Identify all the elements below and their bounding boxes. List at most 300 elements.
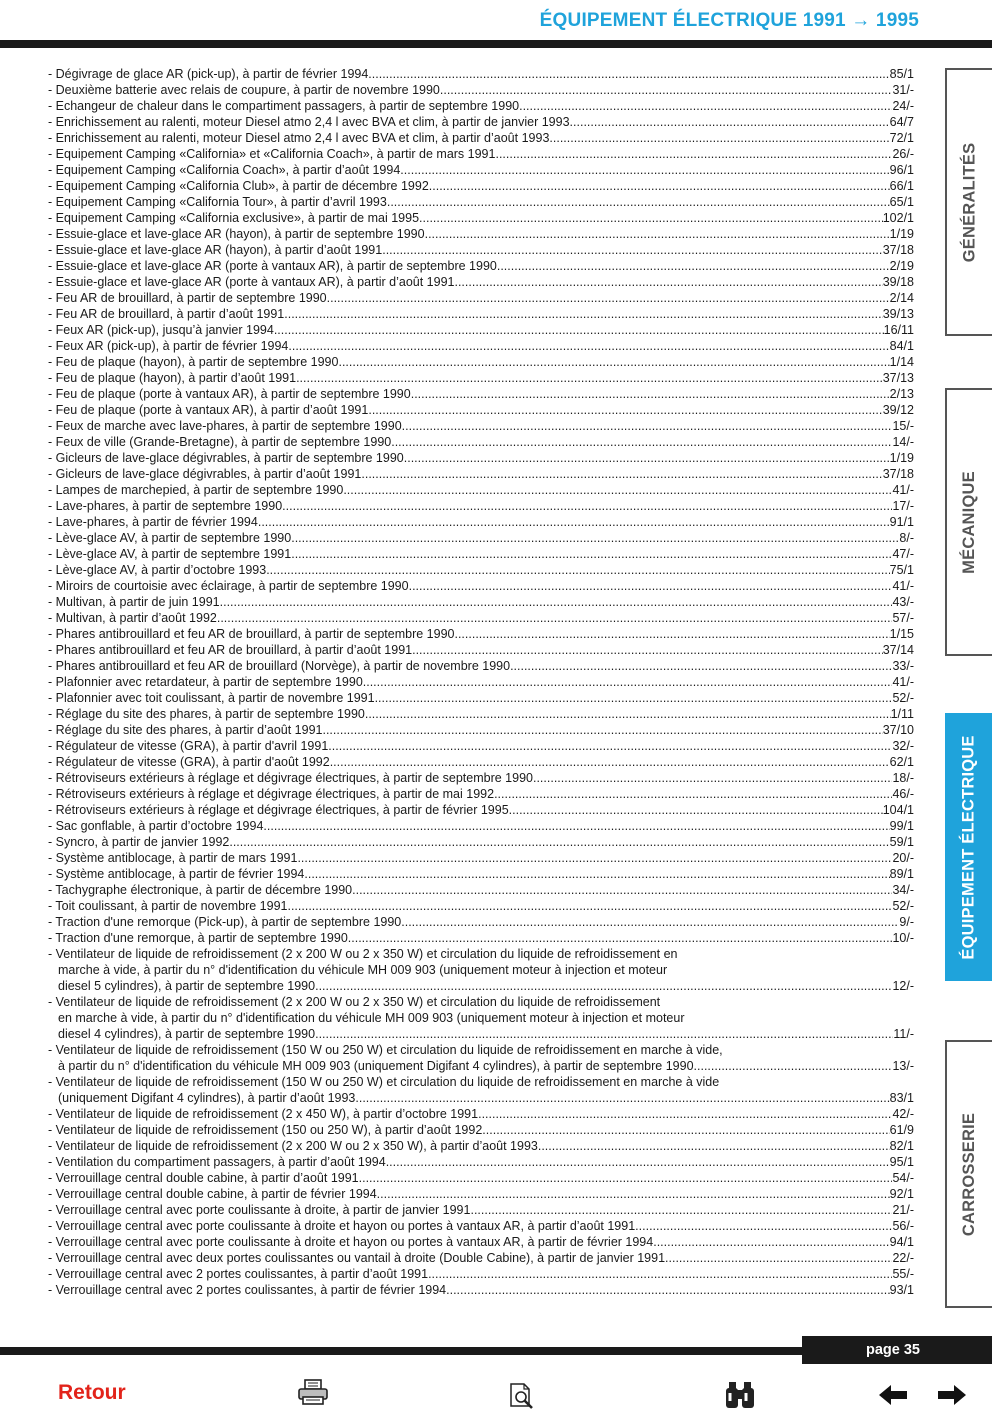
- dot-leader: [315, 1026, 893, 1042]
- index-entry[interactable]: [48, 1026, 914, 1042]
- index-entry[interactable]: [48, 210, 914, 226]
- index-entry[interactable]: [48, 66, 914, 82]
- entry-title: - Equipement Camping «California» et «California Coach», à partir de mars 1991: [48, 147, 496, 161]
- index-entry-multiline[interactable]: [48, 994, 914, 1042]
- zoom-icon[interactable]: [508, 1382, 536, 1410]
- printer-icon[interactable]: [297, 1378, 329, 1406]
- index-entry[interactable]: [48, 482, 914, 498]
- entry-title: - Phares antibrouillard et feu AR de brouillard, à partir de septembre 1990: [48, 627, 455, 641]
- dot-leader: [509, 802, 883, 818]
- entry-title: - Rétroviseurs extérieurs à réglage et dégivrage électriques, à partir de septembre 1990: [48, 771, 533, 785]
- entry-title-line: en marche à vide, à partir du n° d'identification du véhicule MH 009 903 (uniquement moteur à injection et moteur: [58, 1011, 685, 1025]
- dot-leader: [368, 402, 882, 418]
- entry-title: - Miroirs de courtoisie avec éclairage, à partir de septembre 1990: [48, 579, 409, 593]
- entry-title: - Traction d'une remorque (Pick-up), à partir de septembre 1990: [48, 915, 402, 929]
- index-entry[interactable]: [48, 498, 914, 514]
- page-reference: 43/-: [892, 595, 914, 609]
- arrow-left-icon[interactable]: [878, 1384, 908, 1406]
- page-reference: 17/-: [892, 499, 914, 513]
- tab-mecanique-label: MÉCANIQUE: [960, 470, 979, 574]
- entry-title: - Essuie-glace et lave-glace AR (hayon), à partir de septembre 1990: [48, 227, 425, 241]
- page-reference: 99/1: [889, 819, 914, 833]
- page-reference: 64/7: [889, 115, 914, 129]
- entry-title: (uniquement Digifant 4 cylindres), à partir d’août 1993: [58, 1091, 356, 1105]
- dot-leader: [284, 306, 882, 322]
- page-reference: 16/11: [883, 323, 914, 337]
- page-reference: 72/1: [889, 131, 914, 145]
- dot-leader: [296, 370, 883, 386]
- dot-leader: [401, 914, 899, 930]
- entry-title: - Réglage du site des phares, à partir d’août 1991: [48, 723, 323, 737]
- tab-equipement-electrique-label: ÉQUIPEMENT ÉLECTRIQUE: [960, 734, 978, 960]
- dot-leader: [497, 258, 890, 274]
- index-entry[interactable]: [48, 914, 914, 930]
- dot-leader: [343, 482, 892, 498]
- entry-title: - Lève-glace AV, à partir de septembre 1990: [48, 531, 292, 545]
- dot-leader: [348, 930, 893, 946]
- dot-leader: [429, 178, 890, 194]
- page-reference: 34/-: [892, 883, 914, 897]
- index-entry[interactable]: [48, 786, 914, 802]
- page-reference: 20/-: [892, 851, 914, 865]
- entry-title-line: - Ventilateur de liquide de refroidissement (2 x 200 W ou 2 x 350 W) et circulation du liquide de refroidissement en: [48, 947, 678, 961]
- page-reference: 1/14: [889, 355, 914, 369]
- entry-title-line: - Ventilateur de liquide de refroidissement (150 W ou 250 W) et circulation du liquide de refroidissement en marche à vide: [48, 1075, 720, 1089]
- page-reference: 104/1: [882, 803, 914, 817]
- tab-generalites-label: GÉNÉRALITÉS: [960, 142, 979, 262]
- entry-title: - Phares antibrouillard et feu AR de brouillard (Norvège), à partir de novembre 1990: [48, 659, 511, 673]
- index-entry[interactable]: [48, 722, 914, 738]
- page-reference: 9/-: [899, 915, 914, 929]
- top-divider-bar: [0, 40, 992, 48]
- index-entry[interactable]: [48, 258, 914, 274]
- page-reference: 82/1: [889, 1139, 914, 1153]
- dot-leader: [322, 722, 882, 738]
- index-entry[interactable]: [48, 738, 914, 754]
- entry-title: - Deuxième batterie avec relais de coupure, à partir de novembre 1990: [48, 83, 440, 97]
- entry-title: - Tachygraphe électronique, à partir de décembre 1990: [48, 883, 353, 897]
- page-reference: 11/-: [893, 1027, 914, 1041]
- page-reference: 37/18: [882, 467, 914, 481]
- dot-leader: [495, 146, 892, 162]
- dot-leader: [446, 1282, 890, 1298]
- index-entry[interactable]: [48, 322, 914, 338]
- page-reference: 93/1: [889, 1283, 914, 1297]
- page-reference: 1/15: [889, 627, 914, 641]
- entry-title: - Lave-phares, à partir de février 1994: [48, 515, 258, 529]
- index-entry[interactable]: [48, 1186, 914, 1202]
- index-entry[interactable]: [48, 578, 914, 594]
- entry-title: - Feu de plaque (hayon), à partir d’août 1991: [48, 371, 297, 385]
- dot-leader: [412, 642, 883, 658]
- dot-leader: [478, 1106, 892, 1122]
- page-reference: 12/-: [892, 979, 914, 993]
- entry-title-line: - Ventilateur de liquide de refroidissement (2 x 200 W ou 2 x 350 W) et circulation du liquide de refroidissement: [48, 995, 661, 1009]
- page-reference: 96/1: [889, 163, 914, 177]
- entry-title: - Feux de ville (Grande-Bretagne), à partir de septembre 1990: [48, 435, 392, 449]
- dot-leader: [328, 738, 892, 754]
- entry-title-line: marche à vide, à partir du n° d'identification du véhicule MH 009 903 (uniquement moteur à injection et moteur: [58, 963, 668, 977]
- page-reference: 61/9: [889, 1123, 914, 1137]
- entry-title: - Equipement Camping «California exclusive», à partir de mai 1995: [48, 211, 420, 225]
- retour-link[interactable]: Retour: [58, 1381, 126, 1404]
- index-entry[interactable]: [48, 626, 914, 642]
- page-reference: 95/1: [889, 1155, 914, 1169]
- page-reference: 18/-: [892, 771, 914, 785]
- index-entry[interactable]: [48, 1058, 914, 1074]
- dot-leader: [409, 578, 893, 594]
- page-reference: 41/-: [892, 675, 914, 689]
- page-reference: 83/1: [889, 1091, 914, 1105]
- dot-leader: [425, 226, 890, 242]
- index-entry[interactable]: [48, 882, 914, 898]
- entry-title: - Verrouillage central avec 2 portes coulissantes, à partir d’août 1991: [48, 1267, 429, 1281]
- page-reference: 8/-: [899, 531, 914, 545]
- page-reference: 41/-: [892, 579, 914, 593]
- entry-title: - Ventilateur de liquide de refroidissement (150 ou 250 W), à partir d’août 1992: [48, 1123, 483, 1137]
- index-entry[interactable]: [48, 978, 914, 994]
- dot-leader: [291, 546, 892, 562]
- dot-leader: [229, 834, 889, 850]
- dot-leader: [365, 706, 891, 722]
- page-reference: 37/10: [882, 723, 914, 737]
- tab-mecanique[interactable]: [945, 388, 992, 656]
- entry-title: - Feu de plaque (hayon), à partir de septembre 1990: [48, 355, 339, 369]
- entry-title: - Système antiblocage, à partir de mars 1991: [48, 851, 298, 865]
- entry-title: - Gicleurs de lave-glace dégivrables, à partir d’août 1991: [48, 467, 362, 481]
- page-reference: 2/14: [889, 291, 914, 305]
- dot-leader: [470, 1202, 892, 1218]
- page-reference: 2/19: [889, 259, 914, 273]
- index-entry[interactable]: [48, 194, 914, 210]
- entry-title: - Rétroviseurs extérieurs à réglage et dégivrage électriques, à partir de mai 1992: [48, 787, 495, 801]
- page-reference: 31/-: [892, 83, 914, 97]
- dot-leader: [266, 562, 889, 578]
- dot-leader: [338, 354, 889, 370]
- page-reference: 1/11: [890, 707, 914, 721]
- index-entry[interactable]: [48, 1170, 914, 1186]
- index-entry[interactable]: [48, 754, 914, 770]
- dot-leader: [288, 338, 889, 354]
- arrow-right-icon[interactable]: [937, 1384, 967, 1406]
- entry-title: - Verrouillage central double cabine, à partir de février 1994: [48, 1187, 377, 1201]
- entry-title: - Gicleurs de lave-glace dégivrables, à partir de septembre 1990: [48, 451, 404, 465]
- entry-title: - Plafonnier avec retardateur, à partir de septembre 1990: [48, 675, 363, 689]
- dot-leader: [419, 210, 883, 226]
- page-reference: 57/-: [892, 611, 914, 625]
- index-entry[interactable]: [48, 610, 914, 626]
- entry-title: diesel 4 cylindres), à partir de septembre 1990: [58, 1027, 316, 1041]
- page-reference: 54/-: [892, 1171, 914, 1185]
- dot-leader: [304, 866, 889, 882]
- index-entry[interactable]: [48, 562, 914, 578]
- index-entry[interactable]: [48, 850, 914, 866]
- tab-carrosserie-label: CARROSSERIE: [960, 1112, 979, 1236]
- dot-leader: [363, 674, 893, 690]
- dot-leader: [391, 434, 892, 450]
- tab-generalites[interactable]: [945, 68, 992, 336]
- index-entry[interactable]: [48, 658, 914, 674]
- dot-leader: [315, 978, 892, 994]
- index-entry[interactable]: [48, 514, 914, 530]
- index-entry[interactable]: [48, 162, 914, 178]
- page-reference: 91/1: [889, 515, 914, 529]
- index-entry[interactable]: [48, 434, 914, 450]
- entry-title: - Essuie-glace et lave-glace AR (porte à vantaux AR), à partir d’août 1991: [48, 275, 455, 289]
- index-entry[interactable]: [48, 1234, 914, 1250]
- entry-title: - Feu de plaque (porte à vantaux AR), à partir d’août 1991: [48, 403, 369, 417]
- page-reference: 1/19: [889, 451, 914, 465]
- page-title: ÉQUIPEMENT ÉLECTRIQUE 1991 → 1995: [539, 10, 919, 31]
- index-entry[interactable]: [48, 450, 914, 466]
- page-reference: 75/1: [889, 563, 914, 577]
- entry-title: - Equipement Camping «California Coach», à partir d’août 1994: [48, 163, 401, 177]
- entry-title: - Enrichissement au ralenti, moteur Diesel atmo 2,4 l avec BVA et clim, à partir d’août 1993: [48, 131, 550, 145]
- entry-title: - Feux AR (pick-up), jusqu’à janvier 1994: [48, 323, 274, 337]
- dot-leader: [274, 322, 884, 338]
- index-entry[interactable]: [48, 1250, 914, 1266]
- entry-title: - Essuie-glace et lave-glace AR (hayon), à partir d’août 1991: [48, 243, 383, 257]
- entry-title: - Verrouillage central avec 2 portes coulissantes, à partir de février 1994: [48, 1283, 447, 1297]
- page-reference: 41/-: [892, 483, 914, 497]
- entry-title: - Feu de plaque (porte à vantaux AR), à partir de septembre 1990: [48, 387, 411, 401]
- page-reference: 66/1: [889, 179, 914, 193]
- page-reference: 39/13: [882, 307, 914, 321]
- entry-title: - Verrouillage central double cabine, à partir d’août 1991: [48, 1171, 359, 1185]
- dot-leader: [297, 850, 892, 866]
- index-entry[interactable]: [48, 530, 914, 546]
- page-reference: 2/13: [889, 387, 914, 401]
- entry-title: - Syncro, à partir de janvier 1992: [48, 835, 230, 849]
- dot-leader: [538, 1138, 890, 1154]
- page-reference: 56/-: [892, 1219, 914, 1233]
- entry-title: - Feu AR de brouillard, à partir de septembre 1990: [48, 291, 327, 305]
- index-entry-multiline[interactable]: [48, 946, 914, 994]
- entry-title: - Dégivrage de glace AR (pick-up), à partir de février 1994: [48, 67, 369, 81]
- entry-title: - Multivan, à partir d’août 1992: [48, 611, 217, 625]
- entry-title: - Lève-glace AV, à partir d’octobre 1993: [48, 563, 267, 577]
- index-entry[interactable]: [48, 226, 914, 242]
- entry-title: - Phares antibrouillard et feu AR de brouillard, à partir d’août 1991: [48, 643, 413, 657]
- index-entry[interactable]: [48, 546, 914, 562]
- page-reference: 1/19: [889, 227, 914, 241]
- entry-title: - Rétroviseurs extérieurs à réglage et dégivrage électriques, à partir de février 1995: [48, 803, 509, 817]
- dot-leader: [402, 418, 893, 434]
- page-reference: 37/13: [882, 371, 914, 385]
- page-reference: 47/-: [892, 547, 914, 561]
- dot-leader: [665, 1250, 892, 1266]
- index-entry[interactable]: [48, 242, 914, 258]
- dot-leader: [494, 786, 892, 802]
- tab-equipement-electrique[interactable]: [945, 713, 992, 981]
- entry-title: - Réglage du site des phares, à partir de septembre 1990: [48, 707, 365, 721]
- tab-carrosserie[interactable]: [945, 1040, 992, 1308]
- entry-title: - Equipement Camping «California Tour», à partir d’avril 1993: [48, 195, 387, 209]
- entry-title: - Régulateur de vitesse (GRA), à partir d'août 1992: [48, 755, 330, 769]
- entry-title: - Toit coulissant, à partir de novembre 1991: [48, 899, 288, 913]
- page-reference: 62/1: [889, 755, 914, 769]
- page-reference: 14/-: [892, 435, 914, 449]
- index-entry[interactable]: [48, 338, 914, 354]
- dot-leader: [327, 290, 890, 306]
- dot-leader: [375, 690, 893, 706]
- page-reference: 52/-: [892, 691, 914, 705]
- index-entry[interactable]: [48, 178, 914, 194]
- entry-title: - Echangeur de chaleur dans le compartiment passagers, à partir de septembre 1990: [48, 99, 520, 113]
- index-entry[interactable]: [48, 898, 914, 914]
- index-entry[interactable]: [48, 274, 914, 290]
- dot-leader: [482, 1122, 889, 1138]
- entry-title: diesel 5 cylindres), à partir de septembre 1990: [58, 979, 316, 993]
- page-reference: 102/1: [882, 211, 914, 225]
- index-entry[interactable]: [48, 1154, 914, 1170]
- page-reference: 65/1: [889, 195, 914, 209]
- index-entry[interactable]: [48, 1202, 914, 1218]
- entry-title: - Equipement Camping «California Club», à partir de décembre 1992: [48, 179, 429, 193]
- binoculars-icon[interactable]: [722, 1380, 758, 1410]
- index-entry[interactable]: [48, 1282, 914, 1298]
- page-reference: 84/1: [889, 339, 914, 353]
- index-entry[interactable]: [48, 370, 914, 386]
- entry-title: - Verrouillage central avec deux portes coulissantes ou vantail à droite (Double Cabine), à partir de janvier 1991: [48, 1251, 666, 1265]
- page-reference: 13/-: [892, 1059, 914, 1073]
- index-entry[interactable]: [48, 290, 914, 306]
- entry-title: - Régulateur de vitesse (GRA), à partir d'avril 1991: [48, 739, 329, 753]
- entry-title: - Verrouillage central avec porte coulissante à droite et hayon ou portes à vantaux AR, à partir d’août 1991: [48, 1219, 636, 1233]
- page-number: page 35: [802, 1336, 992, 1364]
- index-entry[interactable]: [48, 130, 914, 146]
- index-entry[interactable]: [48, 354, 914, 370]
- dot-leader: [220, 594, 893, 610]
- entry-title: - Lampes de marchepied, à partir de septembre 1990: [48, 483, 344, 497]
- entry-title: - Plafonnier avec toit coulissant, à partir de novembre 1991: [48, 691, 375, 705]
- dot-leader: [361, 466, 882, 482]
- page-reference: 39/18: [882, 275, 914, 289]
- dot-leader: [519, 98, 892, 114]
- page-reference: 42/-: [892, 1107, 914, 1121]
- page-reference: 85/1: [889, 67, 914, 81]
- index-entry[interactable]: [48, 146, 914, 162]
- index-entry[interactable]: [48, 690, 914, 706]
- dot-leader: [217, 610, 893, 626]
- page-reference: 55/-: [892, 1267, 914, 1281]
- index-entry[interactable]: [48, 642, 914, 658]
- page-reference: 37/14: [882, 643, 914, 657]
- index-entry[interactable]: [48, 834, 914, 850]
- entry-title: - Lave-phares, à partir de septembre 1990: [48, 499, 283, 513]
- dot-leader: [387, 194, 890, 210]
- page-reference: 10/-: [892, 931, 914, 945]
- index-entry[interactable]: [48, 594, 914, 610]
- page-reference: 21/-: [892, 1203, 914, 1217]
- dot-leader: [510, 658, 892, 674]
- page-reference: 39/12: [882, 403, 914, 417]
- entry-title: à partir du n° d'identification du véhicule MH 009 903 (uniquement Digifant 4 cylindres), à partir de septembre 1990: [58, 1059, 694, 1073]
- dot-leader: [287, 898, 892, 914]
- entry-title: - Sac gonflable, à partir d’octobre 1994: [48, 819, 264, 833]
- index-entry[interactable]: [48, 770, 914, 786]
- entry-title: - Verrouillage central avec porte coulissante à droite et hayon ou portes à vantaux AR, à partir de février 1994: [48, 1235, 654, 1249]
- dot-leader: [355, 1090, 889, 1106]
- page-reference: 33/-: [892, 659, 914, 673]
- index-entry-multiline[interactable]: [48, 1074, 914, 1106]
- entry-title: - Ventilateur de liquide de refroidissement (2 x 450 W), à partir d’octobre 1991: [48, 1107, 479, 1121]
- dot-leader: [263, 818, 889, 834]
- index-entry[interactable]: [48, 1122, 914, 1138]
- page-reference: 24/-: [892, 99, 914, 113]
- index-entry[interactable]: [48, 114, 914, 130]
- index-entry[interactable]: [48, 82, 914, 98]
- dot-leader: [330, 754, 890, 770]
- index-entry[interactable]: [48, 466, 914, 482]
- dot-leader: [382, 242, 883, 258]
- index-entry[interactable]: [48, 1090, 914, 1106]
- index-list: [48, 66, 914, 1298]
- index-entry[interactable]: [48, 802, 914, 818]
- index-entry-multiline[interactable]: [48, 1042, 914, 1074]
- dot-leader: [404, 450, 890, 466]
- page-reference: 37/18: [882, 243, 914, 257]
- page-reference: 46/-: [892, 787, 914, 801]
- dot-leader: [400, 162, 889, 178]
- dot-leader: [386, 1154, 890, 1170]
- index-entry[interactable]: [48, 1138, 914, 1154]
- index-entry[interactable]: [48, 866, 914, 882]
- index-entry[interactable]: [48, 1266, 914, 1282]
- entry-title: - Feu AR de brouillard, à partir d’août 1991: [48, 307, 285, 321]
- entry-title: - Système antiblocage, à partir de février 1994: [48, 867, 305, 881]
- dot-leader: [428, 1266, 892, 1282]
- page-reference: 15/-: [892, 419, 914, 433]
- dot-leader: [377, 1186, 890, 1202]
- index-entry[interactable]: [48, 98, 914, 114]
- dot-leader: [411, 386, 890, 402]
- index-entry[interactable]: [48, 930, 914, 946]
- entry-title: - Essuie-glace et lave-glace AR (porte à vantaux AR), à partir de septembre 1990: [48, 259, 497, 273]
- page-reference: 89/1: [889, 867, 914, 881]
- entry-title: - Ventilateur de liquide de refroidissement (2 x 200 W ou 2 x 350 W), à partir d’août 1993: [48, 1139, 538, 1153]
- dot-leader: [570, 114, 890, 130]
- dot-leader: [291, 530, 899, 546]
- index-entry[interactable]: [48, 674, 914, 690]
- page-reference: 32/-: [892, 739, 914, 753]
- entry-title: - Verrouillage central avec porte coulissante à droite, à partir de janvier 1991: [48, 1203, 471, 1217]
- entry-title-line: - Ventilateur de liquide de refroidissement (150 W ou 250 W) et circulation du liquide de refroidissement en marche à vide,: [48, 1043, 723, 1057]
- entry-title: - Feux AR (pick-up), à partir de février 1994: [48, 339, 289, 353]
- dot-leader: [653, 1234, 889, 1250]
- dot-leader: [454, 626, 889, 642]
- bottom-divider-bar: [0, 1347, 802, 1355]
- index-entry[interactable]: [48, 706, 914, 722]
- index-entry[interactable]: [48, 1106, 914, 1122]
- index-entry[interactable]: [48, 418, 914, 434]
- page-reference: 94/1: [889, 1235, 914, 1249]
- index-entry[interactable]: [48, 818, 914, 834]
- entry-title: - Traction d'une remorque, à partir de septembre 1990: [48, 931, 348, 945]
- index-entry[interactable]: [48, 402, 914, 418]
- index-entry[interactable]: [48, 1218, 914, 1234]
- dot-leader: [258, 514, 890, 530]
- dot-leader: [454, 274, 882, 290]
- page-reference: 22/-: [892, 1251, 914, 1265]
- dot-leader: [549, 130, 889, 146]
- dot-leader: [635, 1218, 892, 1234]
- index-entry[interactable]: [48, 386, 914, 402]
- dot-leader: [368, 66, 889, 82]
- dot-leader: [282, 498, 892, 514]
- dot-leader: [352, 882, 892, 898]
- index-entry[interactable]: [48, 306, 914, 322]
